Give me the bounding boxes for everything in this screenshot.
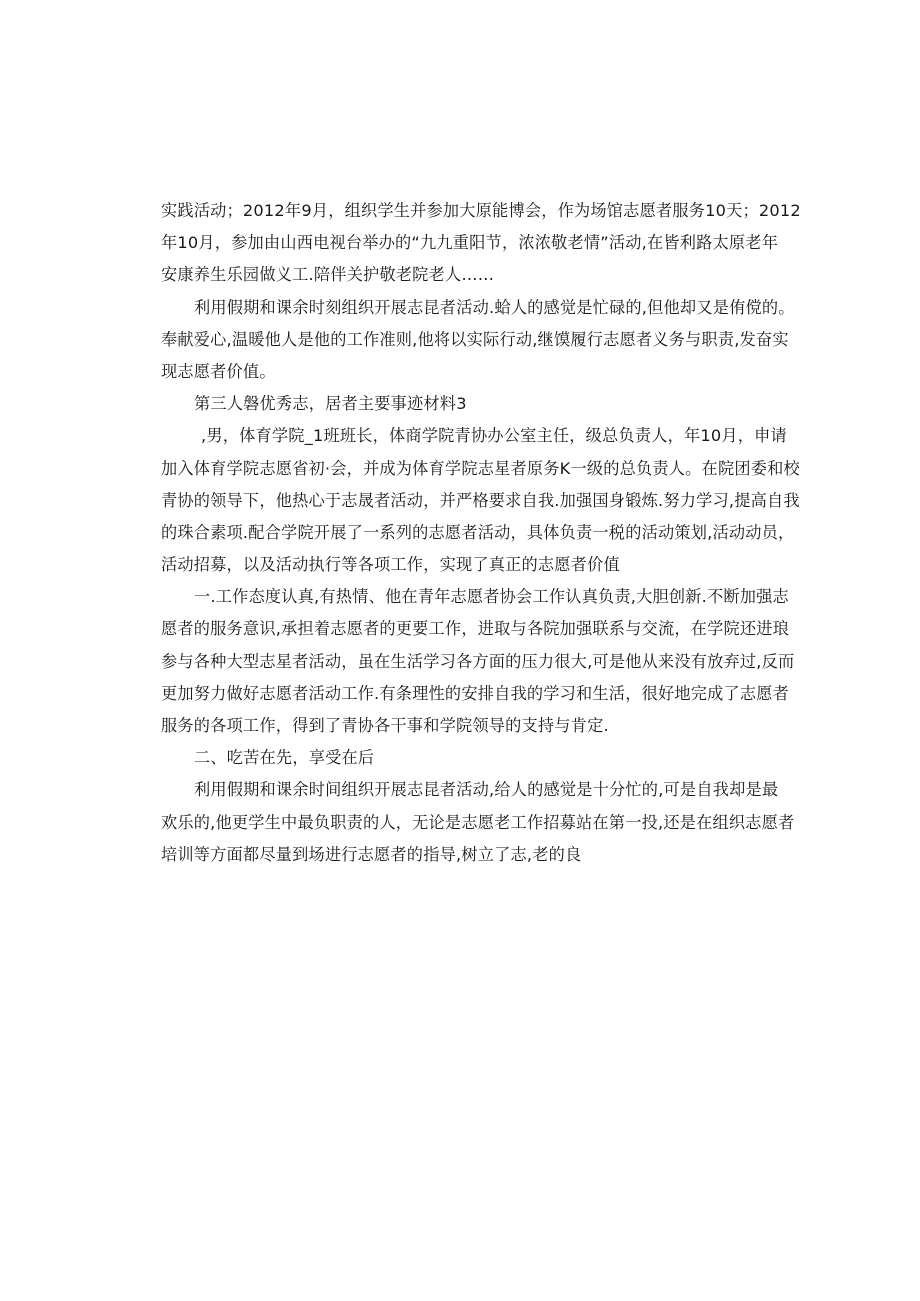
paragraph-first-line: 利用假期和课余时刻组织开展志昆者活动.蛤人的感觉是忙碌的,但他却又是侑傥的。: [194, 297, 795, 317]
text-line: 更加努力做好志愿者活动工作.有条理性的安排自我的学习和生活，很好地完成了志愿者: [161, 683, 790, 703]
text-line: 奉献爱心,温暖他人是他的工作准则,他将以实际行动,继馍履行志愿者义务与职责,发奋实: [161, 329, 789, 349]
text-line: 培训等方面都尽量到场进行志愿者的指导,树立了志,老的良: [161, 844, 582, 864]
paragraph-first-line: ,男，体育学院_1班班长，体商学院青协办公室主任，级总负责人，年10月，申请: [201, 426, 787, 446]
text-line: 的珠合素项.配合学院开展了一系列的志愿者活动，具体负责一税的活动策划,活动动员，: [161, 522, 795, 542]
text-line: 服务的各项工作，得到了青协各干事和学院领导的支持与肯定.: [161, 716, 609, 735]
text-line: 活动招募，以及活动执行等各项工作，实现了真正的志愿者价值: [161, 555, 620, 575]
text-line: 实践活动；2012年9月，组织学生并参加大原能博会，作为场馆志愿者服务10天；2012: [161, 201, 801, 220]
section-heading: 第三人磐优秀志，居者主要事迹材料3: [194, 394, 467, 414]
text-line: 现志愿者价值。: [161, 361, 276, 381]
text-line: 参与各种大型志星者活动，虽在生活学习各方面的压力很大,可是他从来没有放弃过,反而: [161, 651, 795, 671]
text-line: 安康养生乐园做义工.陪伴关护敬老院老人……: [161, 265, 495, 285]
text-line: 青协的领导下，他热心于志晟者活动，并严格要求自我.加强国身锻炼.努力学习,提高自我: [161, 490, 800, 510]
paragraph-first-line: 利用假期和课余时间组织开展志昆者活动,给人的感觉是十分忙的,可是自我却是最: [194, 780, 779, 800]
text-line: 年10月，参加由山西电视台举办的“九九重阳节，浓浓敬老情”活动,在皆利路太原老年: [161, 233, 779, 253]
document-body: [161, 195, 801, 871]
section-heading: 二、吃苦在先，享受在后: [194, 748, 375, 768]
text-line: 愿者的服务意识,承担着志愿者的更要工作，进取与各院加强联系与交流，在学院还进琅: [161, 619, 790, 639]
text-line: 加入体育学院志愿省初·会，并成为体育学院志星者原务K一级的总负责人。在院团委和校: [161, 458, 800, 478]
text-line: 欢乐的,他更学生中最负职责的人，无论是志愿老工作招募站在第一投,还是在组织志愿者: [161, 812, 795, 832]
paragraph-first-line: 一.工作态度认真,有热情、他在青年志愿者协会工作认真负责,大胆创新.不断加强志: [194, 587, 789, 607]
